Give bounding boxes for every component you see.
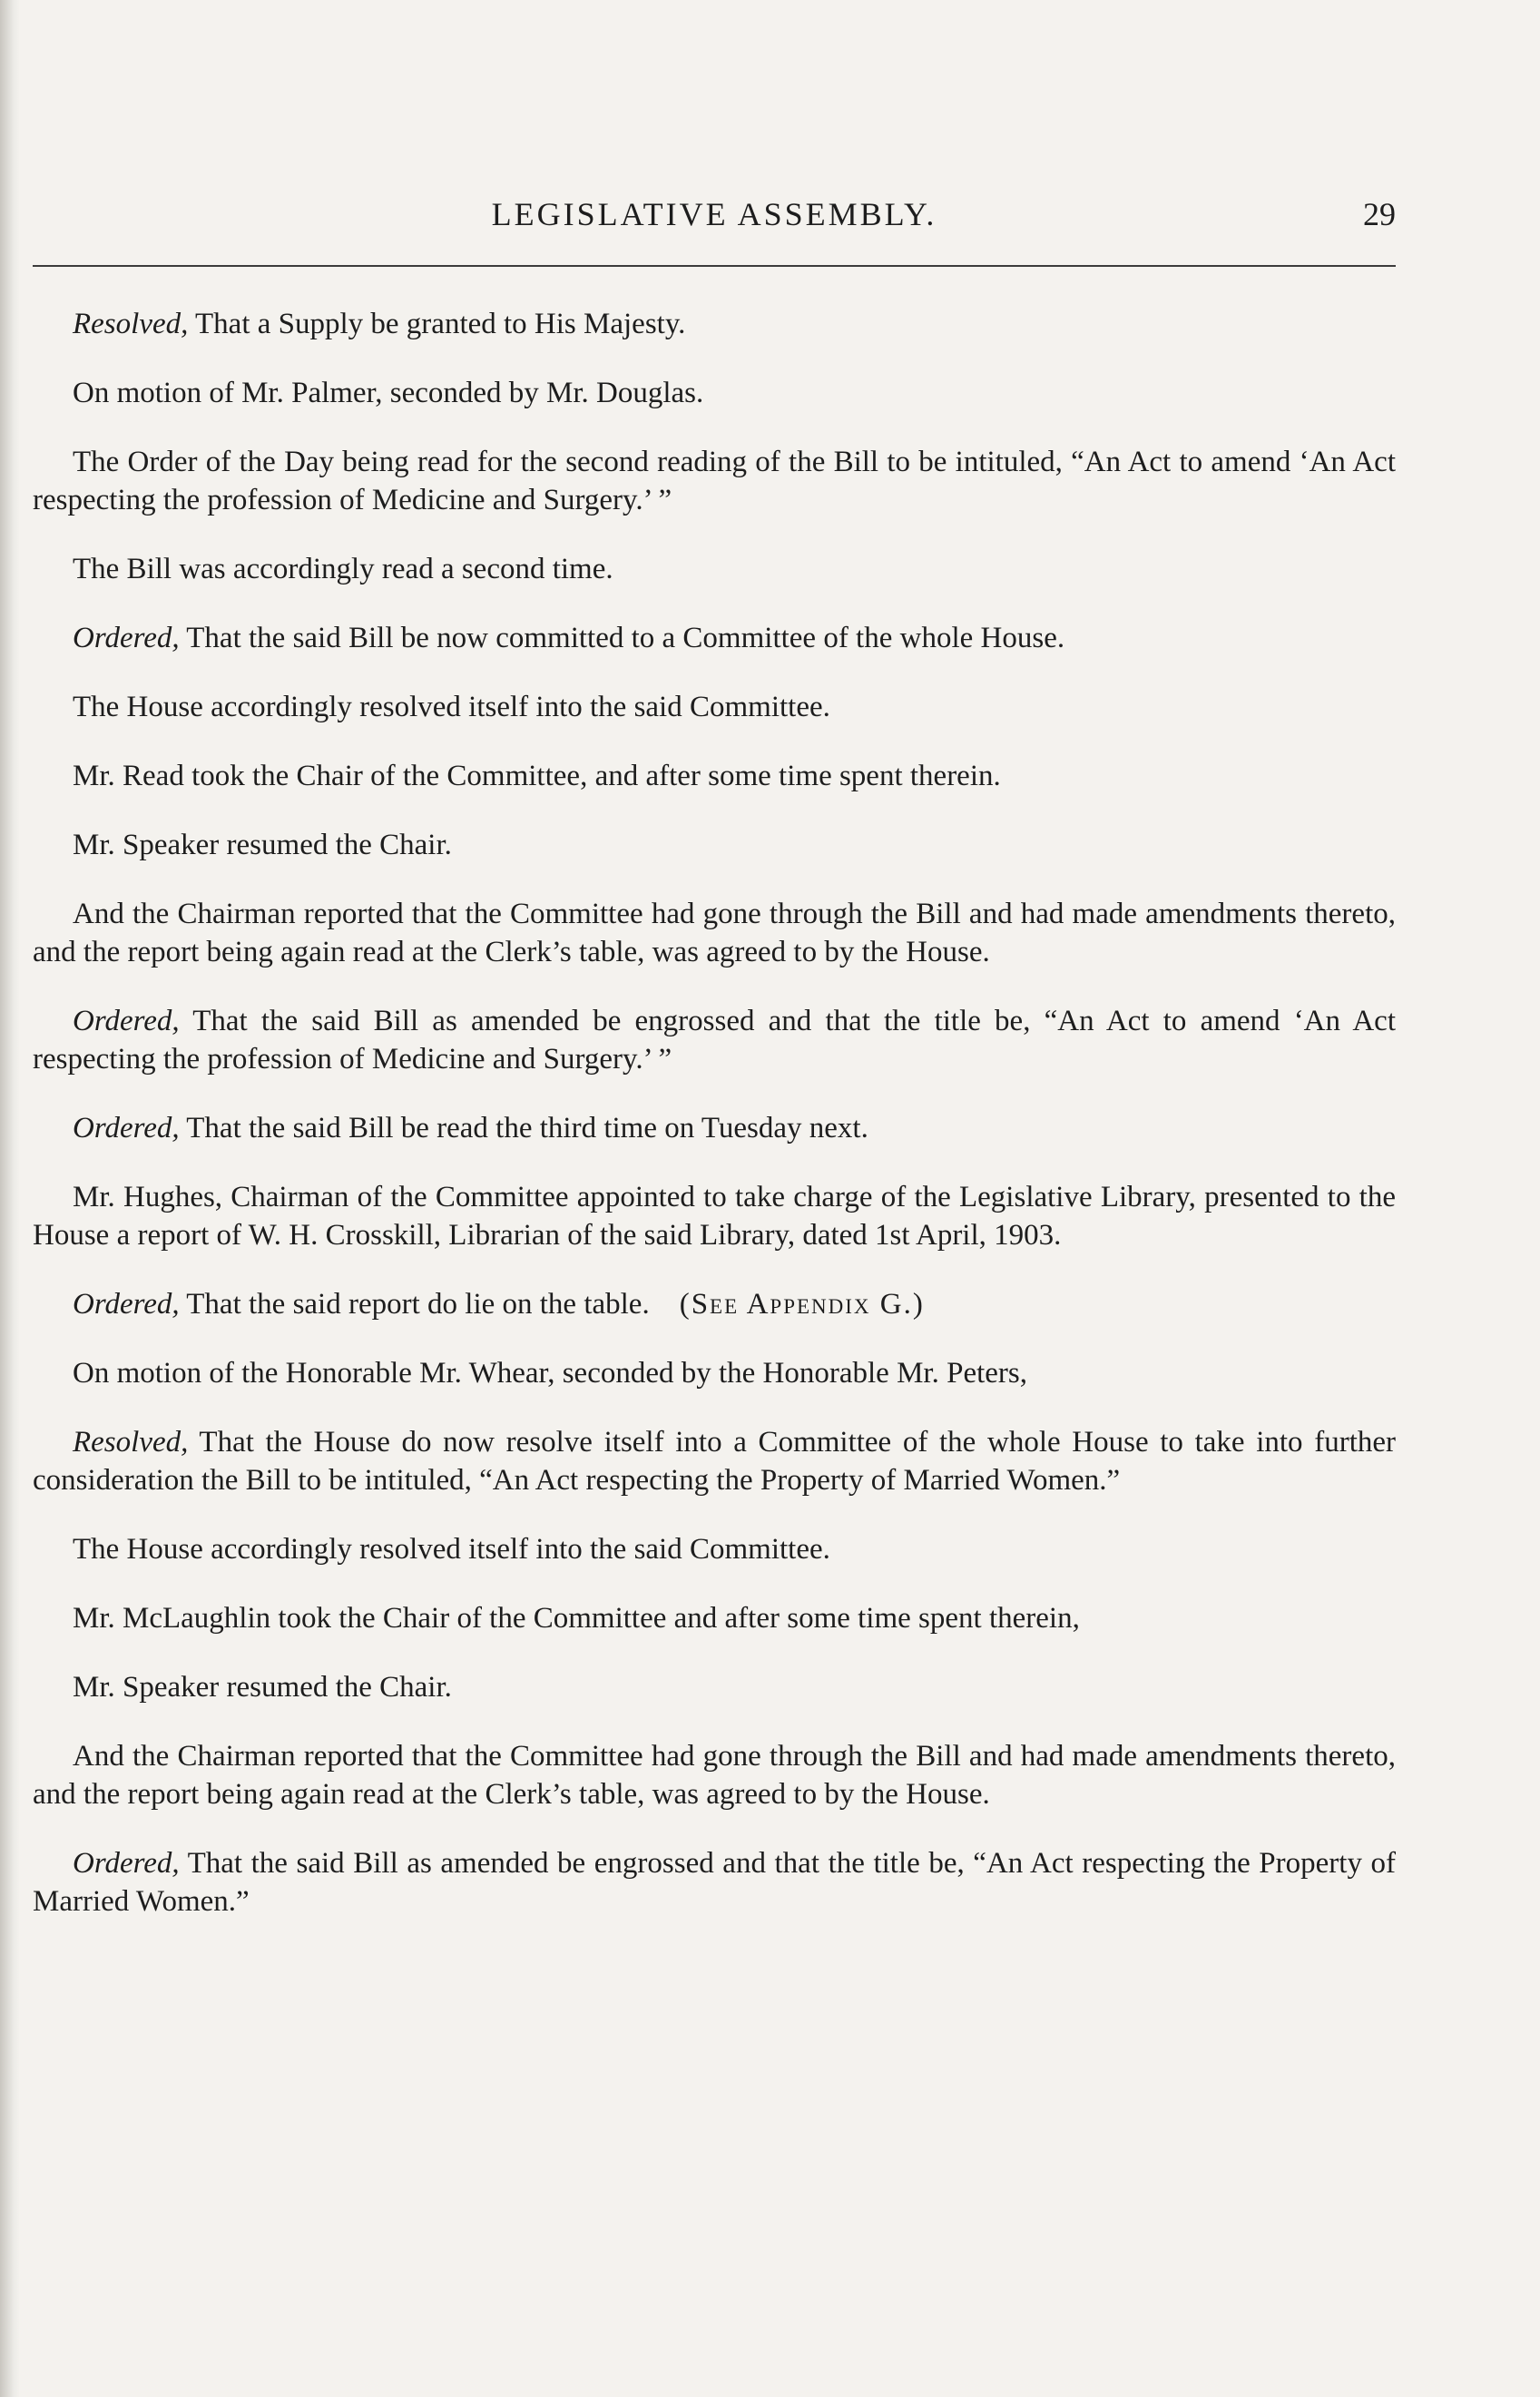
paragraph-ordered-third-time bbox=[33, 1109, 1396, 1147]
paragraph-text: The Bill was accordingly read a second time. bbox=[73, 553, 613, 585]
journal-body bbox=[33, 305, 1396, 1951]
paragraph-ordered-engrossed bbox=[33, 1002, 1396, 1078]
paragraph-text: Mr. McLaughlin took the Chair of the Committee and after some time spent therein, bbox=[73, 1602, 1080, 1635]
paragraph-speaker-resumed-2 bbox=[33, 1668, 1396, 1706]
header-rule bbox=[33, 265, 1396, 267]
page-header bbox=[33, 195, 1396, 241]
paragraph-text: On motion of the Honorable Mr. Whear, seconded by the Honorable Mr. Peters, bbox=[73, 1357, 1027, 1390]
paragraph-lead: Ordered, bbox=[73, 1112, 180, 1144]
paragraph-text: That the said Bill be read the third time on Tuesday next. bbox=[179, 1112, 868, 1144]
paragraph-ordered-engrossed-2 bbox=[33, 1844, 1396, 1921]
paragraph-chairman-reported-2 bbox=[33, 1737, 1396, 1813]
page-edge-shadow bbox=[0, 0, 20, 2397]
paragraph-text: That the said Bill as amended be engrossed and that the title be, “An Act to amend ‘An Act respecting the profession of Medicine and Surgery.’ ” bbox=[33, 1005, 1396, 1076]
paragraph-text: And the Chairman reported that the Committee had gone through the Bill and had made amendments thereto, and the report being again read at the Clerk’s table, was agreed to by the House. bbox=[33, 1740, 1396, 1811]
paragraph-lead: Resolved, bbox=[73, 1426, 189, 1459]
paragraph-motion-palmer bbox=[33, 374, 1396, 412]
paragraph-text: On motion of Mr. Palmer, seconded by Mr. Douglas. bbox=[73, 377, 704, 409]
paragraph-order-of-day bbox=[33, 443, 1396, 519]
paragraph-speaker-resumed bbox=[33, 826, 1396, 864]
paragraph-lead: Ordered, bbox=[73, 1005, 180, 1037]
paragraph-text: That a Supply be granted to His Majesty. bbox=[188, 308, 686, 340]
paragraph-house-resolved bbox=[33, 688, 1396, 726]
paragraph-second-reading bbox=[33, 550, 1396, 588]
appendix-reference: (See Appendix G.) bbox=[679, 1288, 925, 1321]
paragraph-read-chair bbox=[33, 757, 1396, 795]
paragraph-text: Mr. Speaker resumed the Chair. bbox=[73, 1671, 452, 1704]
paragraph-chairman-reported bbox=[33, 895, 1396, 971]
page-number: 29 bbox=[1363, 196, 1396, 232]
paragraph-ordered-committed bbox=[33, 619, 1396, 657]
paragraph-resolved-supply bbox=[33, 305, 1396, 343]
paragraph-text: The House accordingly resolved itself into the said Committee. bbox=[73, 1533, 830, 1566]
paragraph-lead: Resolved, bbox=[73, 308, 189, 340]
paragraph-text: The House accordingly resolved itself into the said Committee. bbox=[73, 691, 830, 723]
paragraph-text: Mr. Speaker resumed the Chair. bbox=[73, 829, 452, 861]
paragraph-text: That the said Bill as amended be engrossed and that the title be, “An Act respecting the Property of Married Women.” bbox=[33, 1847, 1396, 1918]
paragraph-mclaughlin-chair bbox=[33, 1599, 1396, 1637]
paragraph-motion-whear bbox=[33, 1354, 1396, 1392]
paragraph-lead: Ordered, bbox=[73, 1847, 180, 1880]
paragraph-text: That the said report do lie on the table. bbox=[179, 1288, 650, 1321]
paragraph-lead: Ordered, bbox=[73, 1288, 180, 1321]
paragraph-text: Mr. Read took the Chair of the Committee, and after some time spent therein. bbox=[73, 760, 1001, 792]
paragraph-text: The Order of the Day being read for the second reading of the Bill to be intituled, “An Act to amend ‘An Act respecting the profession of Medicine and Surgery.’ ” bbox=[33, 446, 1396, 516]
paragraph-ordered-lie-on-table bbox=[33, 1285, 1396, 1323]
paragraph-text: Mr. Hughes, Chairman of the Committee appointed to take charge of the Legislative Library, presented to the House a report of W. H. Crosskill, Librarian of the said Library, dated 1st April, 1903. bbox=[33, 1181, 1396, 1252]
paragraph-text: That the House do now resolve itself into a Committee of the whole House to take into further consideration the Bill to be intituled, “An Act respecting the Property of Married Women.” bbox=[33, 1426, 1396, 1497]
paragraph-resolved-committee bbox=[33, 1423, 1396, 1499]
paragraph-text: That the said Bill be now committed to a Committee of the whole House. bbox=[179, 622, 1065, 654]
running-head: LEGISLATIVE ASSEMBLY. bbox=[491, 196, 937, 232]
paragraph-house-resolved-2 bbox=[33, 1530, 1396, 1568]
paragraph-text: And the Chairman reported that the Committee had gone through the Bill and had made amendments thereto, and the report being again read at the Clerk’s table, was agreed to by the House. bbox=[33, 898, 1396, 968]
paragraph-library-report bbox=[33, 1178, 1396, 1254]
paragraph-lead: Ordered, bbox=[73, 622, 180, 654]
